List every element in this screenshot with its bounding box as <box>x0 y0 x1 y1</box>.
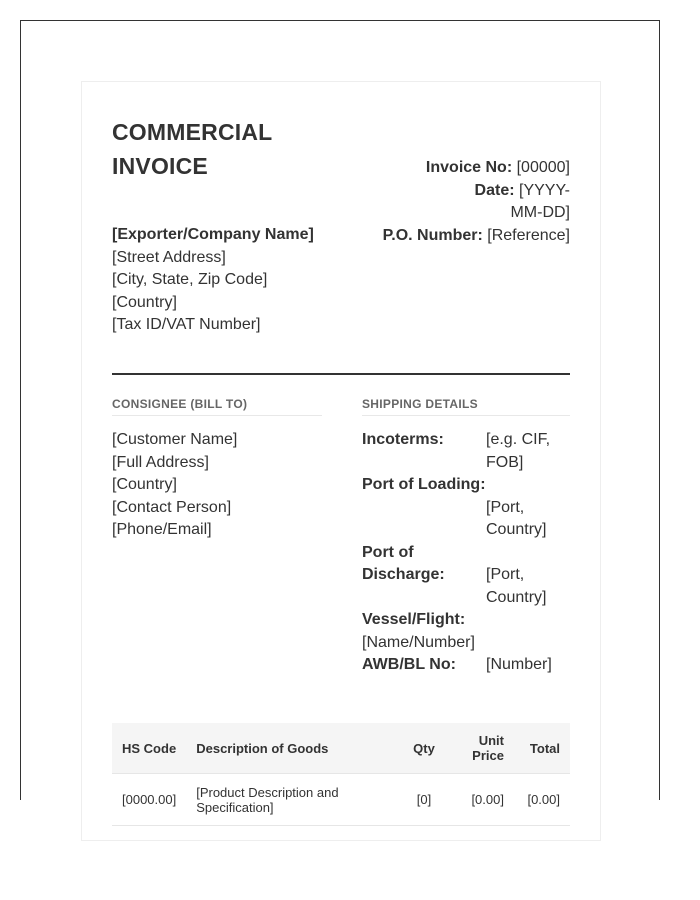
header-unit-price: Unit Price <box>452 723 514 774</box>
shipping-block <box>362 429 570 677</box>
po-number-value: [Reference] <box>487 226 570 244</box>
loading-port-label: Port of Loading: <box>362 476 486 493</box>
discharge-port-row <box>362 542 570 610</box>
goods-table <box>112 723 570 826</box>
section-divider <box>112 373 570 375</box>
loading-port-row <box>362 474 570 542</box>
date-label: Date: <box>474 181 515 199</box>
exporter-country: [Country] <box>112 293 177 311</box>
consignee-heading: CONSIGNEE (BILL TO) <box>112 397 322 416</box>
title-line-2: INVOICE <box>112 153 208 179</box>
date-value: [YYYY-MM-DD] <box>510 181 570 221</box>
vessel-row <box>362 609 570 632</box>
consignee-customer-name: [Customer Name] <box>112 431 238 448</box>
exporter-street: [Street Address] <box>112 248 226 266</box>
cell-description: [Product Description and Specification] <box>186 774 396 826</box>
discharge-port-value: [Port, Country] <box>486 566 547 606</box>
document-frame <box>20 20 660 815</box>
consignee-country: [Country] <box>112 476 177 493</box>
exporter-block <box>112 224 314 337</box>
invoice-meta <box>330 157 570 247</box>
invoice-number-value: [00000] <box>516 159 570 176</box>
invoice-number-label: Invoice No: <box>425 159 513 176</box>
awb-row <box>362 654 570 677</box>
consignee-block <box>112 429 237 542</box>
incoterms-row <box>362 429 570 474</box>
table-row <box>112 774 570 826</box>
header-total: Total <box>514 723 570 774</box>
invoice-page <box>81 81 601 841</box>
vessel-value: [Name/Number] <box>362 633 475 651</box>
shipping-heading: SHIPPING DETAILS <box>362 397 570 416</box>
vessel-label: Vessel/Flight: <box>362 611 466 628</box>
exporter-name: [Exporter/Company Name] <box>112 226 314 243</box>
awb-label: AWB/BL No: <box>362 656 456 673</box>
exporter-tax-id: [Tax ID/VAT Number] <box>112 316 261 333</box>
title-line-1: COMMERCIAL <box>112 119 273 145</box>
po-number-label: P.O. Number: <box>382 226 483 244</box>
consignee-contact: [Contact Person] <box>112 498 232 516</box>
cell-unit-price: [0.00] <box>452 774 514 826</box>
cell-total: [0.00] <box>514 774 570 826</box>
awb-value: [Number] <box>486 656 552 673</box>
cell-hs-code: [0000.00] <box>112 774 186 826</box>
exporter-city: [City, State, Zip Code] <box>112 271 268 288</box>
header-hs-code: HS Code <box>112 723 186 774</box>
loading-port-value: [Port, Country] <box>486 498 547 538</box>
header-description: Description of Goods <box>186 723 396 774</box>
incoterms-value: [e.g. CIF, FOB] <box>486 431 551 471</box>
cell-qty: [0] <box>396 774 452 826</box>
vessel-value-row <box>362 632 570 655</box>
invoice-title <box>112 115 272 183</box>
discharge-port-label: Port of Discharge: <box>362 543 445 583</box>
consignee-address: [Full Address] <box>112 453 209 471</box>
po-number-row <box>330 225 570 248</box>
goods-table-header <box>112 723 570 774</box>
invoice-number-row <box>330 157 570 180</box>
incoterms-label: Incoterms: <box>362 431 444 448</box>
header-qty: Qty <box>396 723 452 774</box>
date-row <box>330 180 570 225</box>
consignee-phone-email: [Phone/Email] <box>112 521 212 538</box>
